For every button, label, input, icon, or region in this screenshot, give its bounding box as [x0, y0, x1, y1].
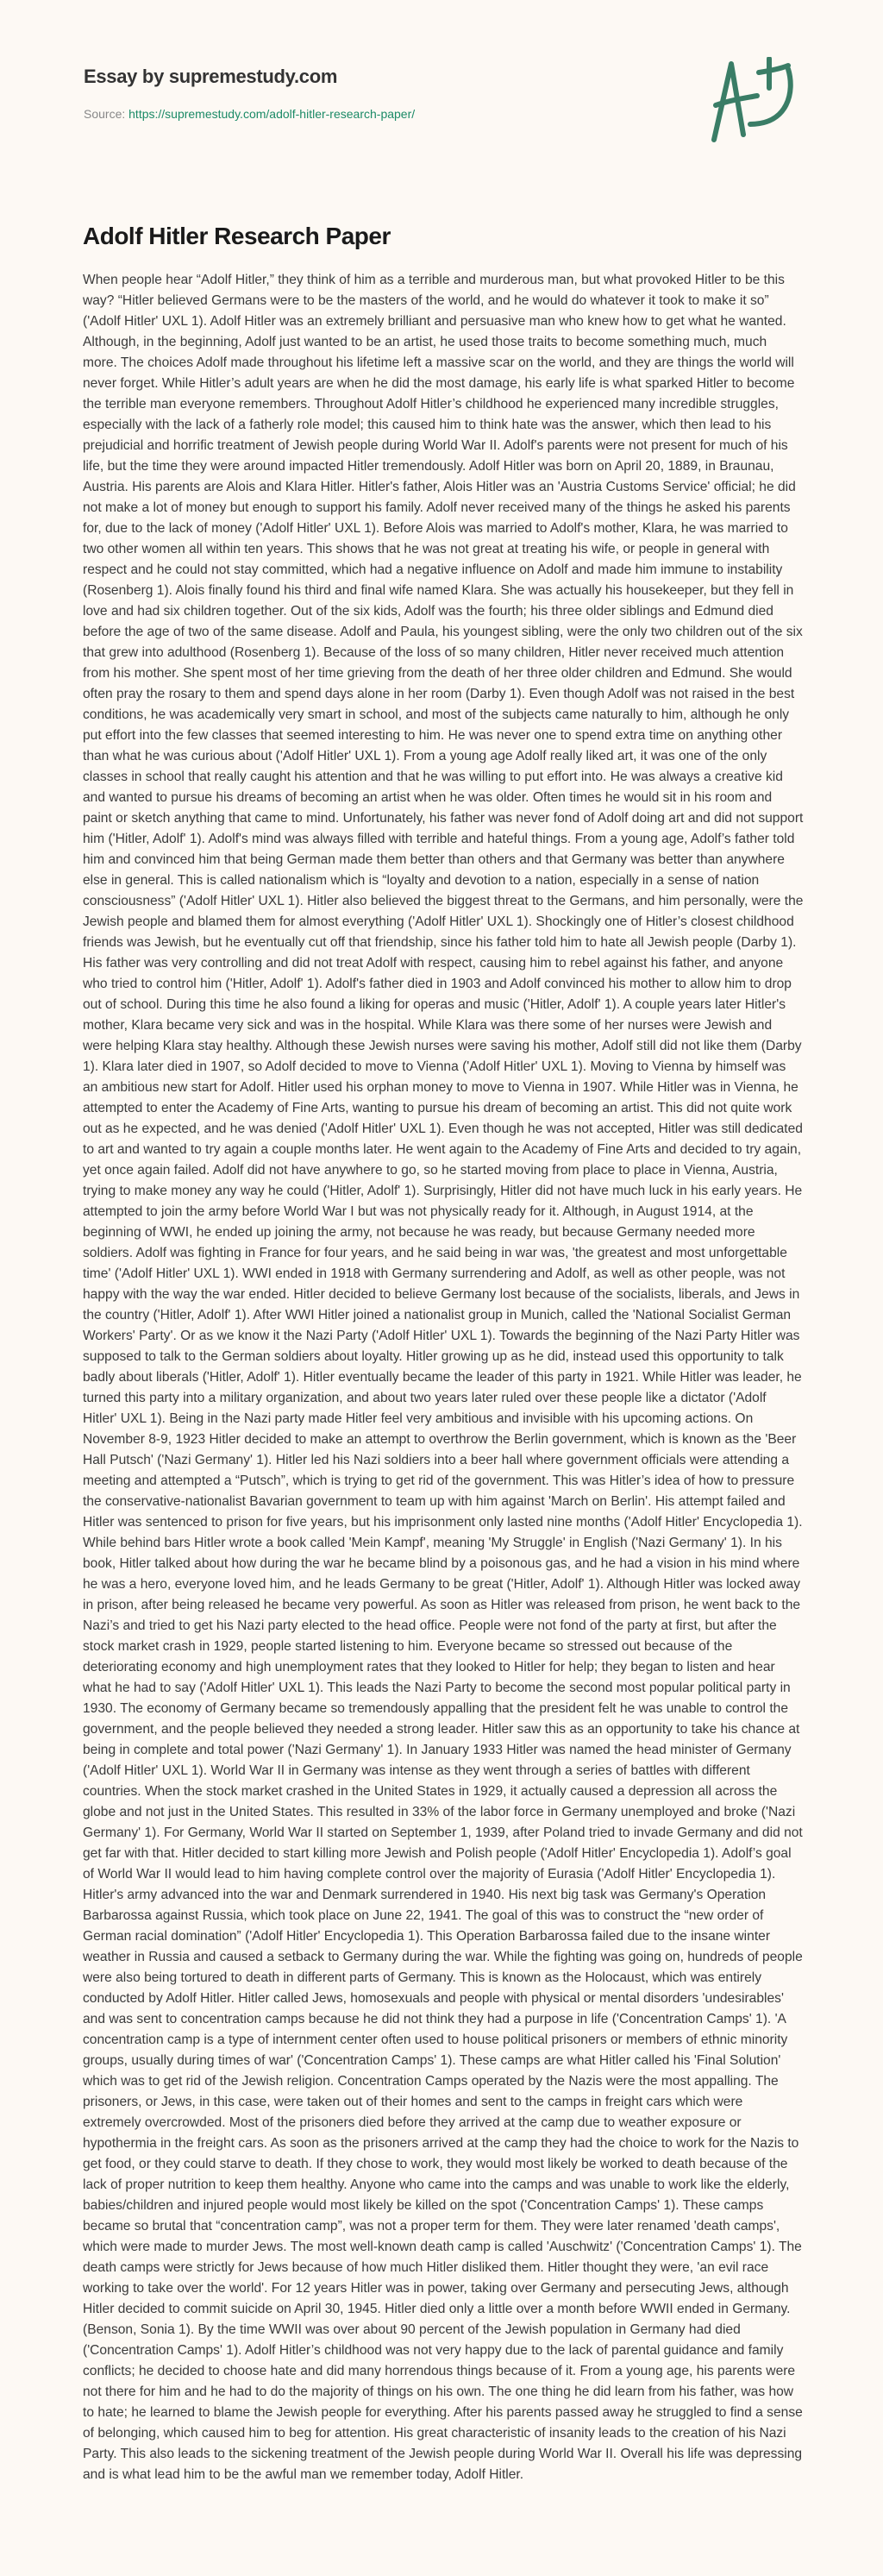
essay-body: When people hear “Adolf Hitler,” they think of him as a terrible and murderous man, but what provoked Hitler to be this way? “Hitler believed Germans were to be the masters of the world, and he would do whatever it took to make it so” ('Adolf Hitler' UXL 1). Adolf Hitler was an extremely brilliant and persuasive man who knew how to get what he wanted. Although, in the beginning, Adolf just wanted to be an artist, he used those traits to become something much, much more. The choices Adolf made throughout his lifetime left a massive scar on the world, and they are things the world will never forget. While Hitler’s adult years are when he did the most damage, his early life is what sparked Hitler to become the terrible man everyone remembers. Throughout Adolf Hitler’s childhood he experienced many incredible struggles, especially with the lack of a fatherly role model; this caused him to think hate was the answer, which then lead to his prejudicial and horrific treatment of Jewish people during World War II. Adolf's parents were not present for much of his life, but the time they were around impacted Hitler tremendously. Adolf Hitler was born on April 20, 1889, in Braunau, Austria. His parents are Alois and Klara Hitler. Hitler's father, Alois Hitler was an 'Austria Customs Service' official; he did not make a lot of money but enough to support his family. Adolf never received many of the things he asked his parents for, due to the lack of money ('Adolf Hitler' UXL 1). Before Alois was married to Adolf's mother, Klara, he was married to two other women all within ten years. This shows that he was not great at treating his wife, or people in general with respect and he could not stay committed, which had a negative influence on Adolf and made him immune to instability (Rosenberg 1). Alois finally found his third and final wife named Klara. She was actually his housekeeper, but they fell in love and had six children together. Out of the six kids, Adolf was the fourth; his three older siblings and Edmund died before the age of two of the same disease. Adolf and Paula, his youngest sibling, were the only two children out of the six that grew into adulthood (Rosenberg 1). Because of the loss of so many children, Hitler never received much attention from his mother. She spent most of her time grieving from the death of her three older children and Edmund. She would often pray the rosary to them and spend days alone in her room (Darby 1). Even though Adolf was not raised in the best conditions, he was academically very smart in school, and most of the subjects came naturally to him, although he only put effort into the few classes that seemed interesting to him. He was never one to spend extra time on anything other than what he was curious about ('Adolf Hitler' UXL 1). From a young age Adolf really liked art, it was one of the only classes in school that really caught his attention and that he was willing to put effort into. He was always a creative kid and wanted to pursue his dreams of becoming an artist when he was older. Often times he would sit in his room and paint or sketch anything that came to mind. Unfortunately, his father was never fond of Adolf doing art and did not support him ('Hitler, Adolf' 1). Adolf's mind was always filled with terrible and hateful things. From a young age, Adolf’s father told him and convinced him that being German made them better than others and that Germany was better than anywhere else in general. This is called nationalism which is “loyalty and devotion to a nation, especially in a sense of nation consciousness” ('Adolf Hitler' UXL 1). Hitler also believed the biggest threat to the Germans, and him personally, were the Jewish people and blamed them for almost everything ('Adolf Hitler' UXL 1). Shockingly one of Hitler’s closest childhood friends was Jewish, but he eventually cut off that friendship, since his father told him to hate all Jewish people (Darby 1). His father was very controlling and did not treat Adolf with respect, causing him to rebel against his father, and anyone who tried to control him ('Hitler, Adolf' 1). Adolf's father died in 1903 and Adolf convinced his mother to allow him to drop out of school. During this time he also found a liking for operas and music ('Hitler, Adolf' 1). A couple years later Hitler's mother, Klara became very sick and was in the hospital. While Klara was there some of her nurses were Jewish and were helping Klara stay healthy. Although these Jewish nurses were saving his mother, Adolf still did not like them (Darby 1). Klara later died in 1907, so Adolf decided to move to Vienna ('Adolf Hitler' UXL 1). Moving to Vienna by himself was an ambitious new start for Adolf. Hitler used his orphan money to move to Vienna in 1907. While Hitler was in Vienna, he attempted to enter the Academy of Fine Arts, wanting to pursue his dream of becoming an artist. This did not quite work out as he expected, and he was denied ('Adolf Hitler' UXL 1). Even though he was not accepted, Hitler was still dedicated to art and wanted to try again a couple months later. He went again to the Academy of Fine Arts and decided to try again, yet once again failed. Adolf did not have anywhere to go, so he started moving from place to place in Vienna, Austria, trying to make money any way he could ('Hitler, Adolf' 1). Surprisingly, Hitler did not have much luck in his early years. He attempted to join the army before World War I but was not physically ready for it. Although, in August 1914, at the beginning of WWI, he ended up joining the army, not because he was ready, but because Germany needed more soldiers. Adolf was fighting in France for four years, and he said being in war was, 'the greatest and most unforgettable time' ('Adolf Hitler' UXL 1). WWI ended in 1918 with Germany surrendering and Adolf, as well as other people, was not happy with the way the war ended. Hitler decided to believe Germany lost because of the socialists, liberals, and Jews in the country ('Hitler, Adolf' 1). After WWI Hitler joined a nationalist group in Munich, called the 'National Socialist German Workers' Party'. Or as we know it the Nazi Party ('Adolf Hitler' UXL 1). Towards the beginning of the Nazi Party Hitler was supposed to talk to the German soldiers about loyalty. Hitler growing up as he did, instead used this opportunity to talk badly about liberals ('Hitler, Adolf' 1). Hitler eventually became the leader of this party in 1921. While Hitler was leader, he turned this party into a military organization, and about two years later ruled over these people like a dictator ('Adolf Hitler' UXL 1). Being in the Nazi party made Hitler feel very ambitious and invisible with his upcoming actions. On November 8-9, 1923 Hitler decided to make an attempt to overthrow the Berlin government, which is known as the 'Beer Hall Putsch' ('Nazi Germany' 1). Hitler led his Nazi soldiers into a beer hall where government officials were attending a meeting and attempted a “Putsch”, which is trying to get rid of the government. This was Hitler’s idea of how to pressure the conservative-nationalist Bavarian government to team up with him against 'March on Berlin'. His attempt failed and Hitler was sentenced to prison for five years, but his imprisonment only lasted nine months ('Adolf Hitler' Encyclopedia 1). While behind bars Hitler wrote a book called 'Mein Kampf', meaning 'My Struggle' in English ('Nazi Germany' 1). In his book, Hitler talked about how during the war he became blind by a poisonous gas, and he had a vision in his mind where he was a hero, everyone loved him, and he leads Germany to be great ('Hitler, Adolf' 1). Although Hitler was locked away in prison, after being released he became very powerful. As soon as Hitler was released from prison, he went back to the Nazi’s and tried to get his Nazi party elected to the head office. People were not fond of the party at first, but after the stock market crash in 1929, people started listening to him. Everyone became so stressed out because of the deteriorating economy and high unemployment rates that they looked to Hitler for help; they began to listen and hear what he had to say ('Adolf Hitler' UXL 1). This leads the Nazi Party to become the second most popular political party in 1930. The economy of Germany became so tremendously appalling that the president felt he was unable to control the government, and the people believed they needed a strong leader. Hitler saw this as an opportunity to take his chance at being in complete and total power ('Nazi Germany' 1). In January 1933 Hitler was named the head minister of Germany ('Adolf Hitler' UXL 1). World War II in Germany was intense as they went through a series of battles with different countries. When the stock market crashed in the United States in 1929, it actually caused a depression all across the globe and not just in the United States. This resulted in 33% of the labor force in Germany unemployed and broke ('Nazi Germany' 1). For Germany, World War II started on September 1, 1939, after Poland tried to invade Germany and did not get far with that. Hitler decided to start killing more Jewish and Polish people ('Adolf Hitler' Encyclopedia 1). Adolf’s goal of World War II would lead to him having complete control over the majority of Eurasia ('Adolf Hitler' Encyclopedia 1). Hitler's army advanced into the war and Denmark surrendered in 1940. His next big task was Germany's Operation Barbarossa against Russia, which took place on June 22, 1941. The goal of this was to construct the “new order of German racial domination” ('Adolf Hitler' Encyclopedia 1). This Operation Barbarossa failed due to the insane winter weather in Russia and caused a setback to Germany during the war. While the fighting was going on, hundreds of people were also being tortured to death in different parts of Germany. This is known as the Holocaust, which was entirely conducted by Adolf Hitler. Hitler called Jews, homosexuals and people with physical or mental disorders 'undesirables' and was sent to concentration camps because he did not think they had a purpose in life ('Concentration Camps' 1). 'A concentration camp is a type of internment center often used to house political prisoners or members of ethnic minority groups, usually during times of war' ('Concentration Camps' 1). These camps are what Hitler called his 'Final Solution' which was to get rid of the Jewish religion. Concentration Camps operated by the Nazis were the most appalling. The prisoners, or Jews, in this case, were taken out of their homes and sent to the camps in freight cars which were extremely overcrowded. Most of the prisoners died before they arrived at the camp due to weather exposure or hypothermia in the freight cars. As soon as the prisoners arrived at the camp they had the choice to work for the Nazis to get food, or they could starve to death. If they chose to work, they would most likely be worked to death because of the lack of proper nutrition to keep them healthy. Anyone who came into the camps and was unable to work like the elderly, babies/children and injured people would most likely be killed on the spot ('Concentration Camps' 1). These camps became so brutal that “concentration camp”, was not a proper term for them. They were later renamed 'death camps', which were made to murder Jews. The most well-known death camp is called 'Auschwitz' ('Concentration Camps' 1). The death camps were strictly for Jews because of how much Hitler disliked them. Hitler thought they were, 'an evil race working to take over the world'. For 12 years Hitler was in power, taking over Germany and persecuting Jews, although Hitler decided to commit suicide on April 30, 1945. Hitler died only a little over a month before WWII ended in Germany. (Benson, Sonia 1). By the time WWII was over about 90 percent of the Jewish population in Germany had died ('Concentration Camps' 1). Adolf Hitler’s childhood was not very happy due to the lack of parental guidance and family conflicts; he decided to choose hate and did many horrendous things because of it. From a young age, his parents were not there for him and he had to do the majority of things on his own. The one thing he did learn from his father, was how to hate; he learned to blame the Jewish people for everything. After his parents passed away he struggled to find a sense of belonging, which caused him to beg for attention. His great characteristic of insanity leads to the creation of his Nazi Party. This also leads to the sickening treatment of the Jewish people during World War II. Overall his life was depressing and is what lead him to be the awful man we remember today, Adolf Hitler.	[83, 273, 804, 2482]
source-link[interactable]: https://supremestudy.com/adolf-hitler-research-paper/	[128, 107, 416, 121]
site-title: Essay by supremestudy.com	[84, 66, 338, 87]
source-label: Source:	[84, 107, 126, 121]
source-line	[84, 107, 415, 121]
paper-title: Adolf Hitler Research Paper	[83, 223, 391, 249]
a-plus-logo-icon	[709, 57, 802, 143]
